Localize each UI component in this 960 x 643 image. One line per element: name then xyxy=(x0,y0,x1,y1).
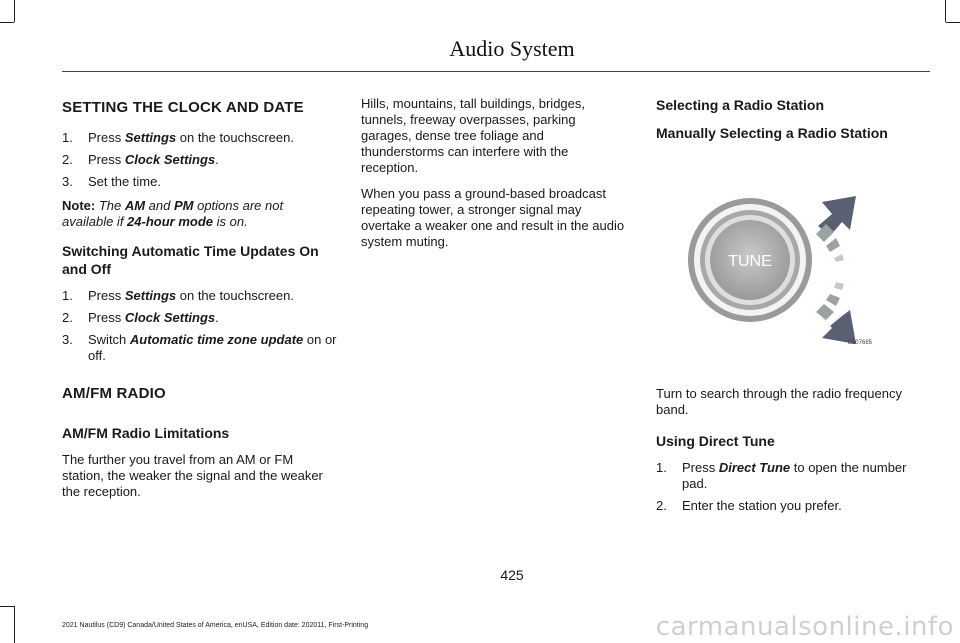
step-text: on the touchscreen. xyxy=(176,130,294,145)
tune-knob-illustration xyxy=(684,188,884,348)
interference-paragraph: Hills, mountains, tall buildings, bridges, tunnels, freeway overpasses, parking garages, dense tree foliage and thunderstorms can interfere with the reception. xyxy=(361,96,585,175)
figure-code: E207685 xyxy=(847,340,872,346)
limitations-paragraph: The further you travel from an AM or FM station, the weaker the signal and the weaker the reception. xyxy=(62,452,323,499)
step-text: Press xyxy=(88,288,125,303)
step-emphasis: Automatic time zone update xyxy=(129,332,304,347)
list-item xyxy=(62,130,338,146)
note-emphasis: AM xyxy=(124,198,146,213)
crop-mark xyxy=(0,606,14,607)
crop-mark xyxy=(945,0,946,22)
step-text: to open the number pad. xyxy=(682,460,907,491)
step-emphasis: Clock Settings xyxy=(124,310,216,325)
step-number: 2. xyxy=(62,152,73,167)
crop-mark xyxy=(946,22,960,23)
note-text: is on. xyxy=(213,214,248,229)
note-emphasis: PM xyxy=(173,198,194,213)
note-paragraph xyxy=(62,198,338,230)
column-middle xyxy=(361,96,629,260)
subsection-title-limitations: AM/FM Radio Limitations xyxy=(62,425,230,441)
list-item xyxy=(62,152,338,168)
step-emphasis: Settings xyxy=(124,130,177,145)
watermark: carmanualsonline.info xyxy=(655,612,954,642)
subsection-title-auto-time: Switching Automatic Time Updates On and Off xyxy=(62,243,319,277)
page-number: 425 xyxy=(500,567,524,583)
list-item xyxy=(62,310,338,326)
tune-label: TUNE xyxy=(728,253,772,270)
clock-steps-list xyxy=(62,130,338,190)
step-text: Press xyxy=(88,130,125,145)
list-item xyxy=(656,460,930,492)
auto-time-steps-list xyxy=(62,288,338,364)
turn-paragraph: Turn to search through the radio frequency band. xyxy=(656,386,902,417)
section-title-selecting-station: Selecting a Radio Station xyxy=(656,97,825,113)
step-text: Press xyxy=(682,460,719,475)
note-text: options are not available if xyxy=(62,198,284,229)
step-number: 1. xyxy=(62,130,73,145)
step-number: 2. xyxy=(656,498,667,513)
list-item xyxy=(656,498,930,514)
direct-tune-steps-list xyxy=(656,460,930,514)
note-text: The xyxy=(95,198,125,213)
tower-paragraph: When you pass a ground-based broadcast repeating tower, a stronger signal may overtake a weaker one and result in the audio system muting. xyxy=(361,186,625,249)
step-number: 1. xyxy=(62,288,73,303)
crop-mark xyxy=(0,22,14,23)
section-title-clock: SETTING THE CLOCK AND DATE xyxy=(62,99,304,116)
step-emphasis: Direct Tune xyxy=(718,460,791,475)
step-text: . xyxy=(215,310,219,325)
note-text: and xyxy=(145,198,174,213)
footer-edition-info: 2021 Nautilus (CD9) Canada/United States of America, enUSA, Edition date: 202011, First-Printing xyxy=(62,622,369,629)
crop-mark xyxy=(14,606,15,643)
section-title-amfm: AM/FM RADIO xyxy=(62,385,166,402)
list-item xyxy=(62,332,338,364)
tune-knob-icon xyxy=(684,188,884,348)
step-text: Switch xyxy=(88,332,130,347)
step-emphasis: Clock Settings xyxy=(124,152,216,167)
step-number: 1. xyxy=(656,460,667,475)
list-item xyxy=(62,174,338,190)
step-text: on or off. xyxy=(88,332,337,363)
note-emphasis: 24-hour mode xyxy=(127,214,214,229)
header-divider xyxy=(62,71,930,72)
step-number: 3. xyxy=(62,174,73,189)
step-text: on the touchscreen. xyxy=(176,288,294,303)
subsection-title-direct-tune: Using Direct Tune xyxy=(656,433,775,449)
column-right xyxy=(656,96,930,152)
list-item xyxy=(62,288,338,304)
step-emphasis: Settings xyxy=(124,288,177,303)
crop-mark xyxy=(14,0,15,22)
step-text: Enter the station you prefer. xyxy=(682,498,842,513)
subsection-title-manual-select: Manually Selecting a Radio Station xyxy=(656,125,888,141)
step-text: Press xyxy=(88,152,125,167)
step-number: 2. xyxy=(62,310,73,325)
step-text: Set the time. xyxy=(88,174,161,189)
note-label: Note: xyxy=(62,198,96,213)
step-text: . xyxy=(215,152,219,167)
column-left xyxy=(62,96,338,510)
page-header-title: Audio System xyxy=(449,36,575,61)
step-number: 3. xyxy=(62,332,73,347)
column-right-lower xyxy=(656,386,930,522)
step-text: Press xyxy=(88,310,125,325)
